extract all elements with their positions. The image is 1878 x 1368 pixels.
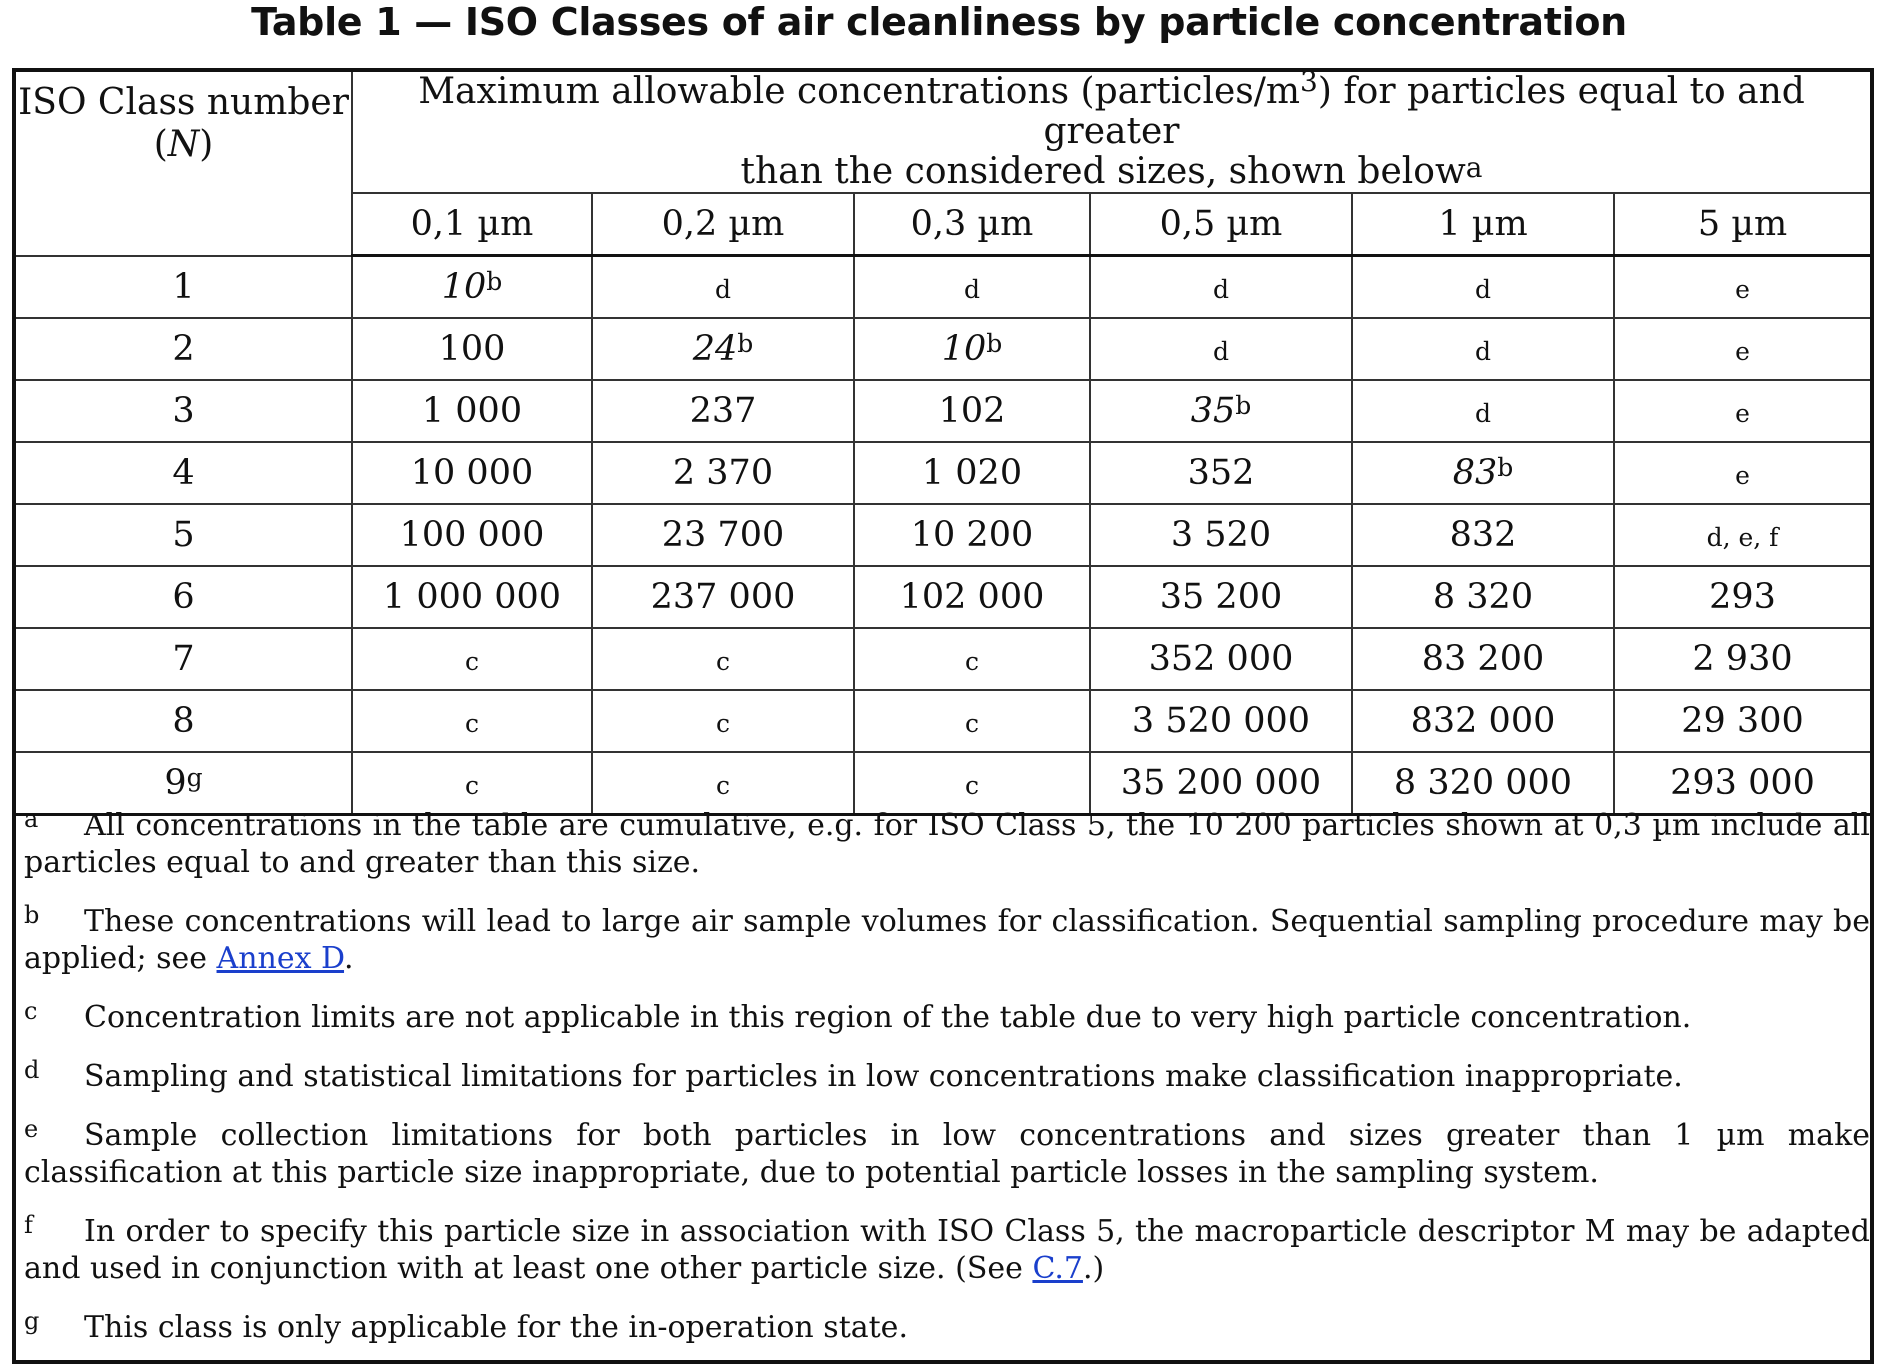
concentration-value: 83 200 — [1421, 639, 1545, 679]
concentration-cell — [854, 566, 1090, 628]
concentration-span-header — [352, 65, 1870, 193]
footnote-link[interactable]: Annex D — [216, 941, 345, 976]
concentration-cell — [1090, 628, 1352, 690]
class-number-cell — [16, 752, 352, 815]
concentration-value: c — [464, 647, 479, 676]
concentration-cell — [592, 628, 854, 690]
class-number-cell — [16, 504, 352, 566]
concentration-value: 10 200 — [910, 515, 1034, 555]
footnote-text: Sample collection limitations for both particles in low concentrations and sizes greater than 1 µm make classification at this particle size inappropriate, due to potential particle losses in the sampling system. — [24, 1118, 1870, 1190]
concentration-value: 24 — [692, 329, 738, 369]
concentration-value: c — [964, 647, 979, 676]
concentration-value: d — [963, 275, 980, 304]
concentration-value: d — [1474, 399, 1491, 428]
table-footnotes — [24, 807, 1870, 1368]
concentration-cell — [1614, 380, 1870, 442]
footnote-text-end: .) — [1082, 1251, 1105, 1286]
concentration-value: 102 000 — [899, 577, 1045, 617]
class-number: 5 — [172, 515, 195, 555]
footnote-f: f In order to specify this particle size in association with ISO Class 5, the macroparticle descriptor M may be adapted and used in conjunction with at least one other particle size. (See C.7.) — [24, 1211, 1870, 1286]
concentration-value: 35 — [1190, 391, 1236, 431]
table-row — [16, 752, 1870, 815]
concentration-cell — [1090, 566, 1352, 628]
iso-class-table — [16, 65, 1870, 816]
span-footnote-ref: a — [1465, 151, 1483, 184]
concentration-cell — [1090, 442, 1352, 504]
concentration-value: 3 520 — [1170, 515, 1272, 555]
concentration-value: d — [1212, 337, 1229, 366]
concentration-cell — [592, 752, 854, 815]
class-number: 4 — [172, 453, 195, 493]
concentration-cell — [1352, 752, 1614, 815]
concentration-value: 10 000 — [410, 453, 534, 493]
concentration-cell — [854, 380, 1090, 442]
class-number: 8 — [172, 701, 195, 741]
footnote-b: b These concentrations will lead to large air sample volumes for classification. Sequential sampling procedure may be applied; see Annex D. — [24, 901, 1870, 976]
table-frame — [12, 65, 1874, 1364]
concentration-cell — [1352, 380, 1614, 442]
concentration-cell — [1352, 566, 1614, 628]
concentration-cell — [1352, 504, 1614, 566]
concentration-value: d — [1212, 275, 1229, 304]
footnote-text: All concentrations in the table are cumulative, e.g. for ISO Class 5, the 10 200 particles shown at 0,3 µm include all particles equal to and greater than this size. — [24, 808, 1870, 880]
concentration-cell — [352, 380, 592, 442]
concentration-value: 100 000 — [399, 515, 545, 555]
table-row — [16, 690, 1870, 752]
concentration-cell — [1614, 566, 1870, 628]
concentration-cell — [1614, 256, 1870, 319]
concentration-cell — [1614, 318, 1870, 380]
concentration-cell — [592, 318, 854, 380]
concentration-cell — [854, 442, 1090, 504]
size-header-5: 5 µm — [1614, 193, 1870, 256]
concentration-value: d — [1474, 275, 1491, 304]
concentration-cell — [1352, 690, 1614, 752]
concentration-value: 29 300 — [1681, 701, 1804, 741]
concentration-value: 100 — [438, 329, 506, 369]
concentration-cell — [1614, 690, 1870, 752]
concentration-value: e — [1735, 337, 1750, 366]
concentration-cell — [1352, 256, 1614, 319]
class-number-cell — [16, 566, 352, 628]
concentration-cell — [1352, 318, 1614, 380]
concentration-value: 35 200 000 — [1120, 763, 1322, 803]
table-body — [16, 256, 1870, 815]
table-row — [16, 380, 1870, 442]
span-text-3: than the considered sizes, shown below — [740, 151, 1466, 192]
footnote-link[interactable]: C.7 — [1032, 1251, 1083, 1286]
concentration-cell — [592, 442, 854, 504]
concentration-value: 2 930 — [1692, 639, 1793, 679]
footnote-ref: b — [986, 329, 1003, 358]
concentration-cell — [1352, 442, 1614, 504]
concentration-value: c — [715, 709, 730, 738]
table-row — [16, 628, 1870, 690]
concentration-value: e — [1735, 275, 1750, 304]
footnote-text-end: . — [344, 941, 354, 976]
concentration-cell — [1614, 442, 1870, 504]
class-number-cell — [16, 628, 352, 690]
concentration-cell — [592, 566, 854, 628]
table-row — [16, 566, 1870, 628]
size-header-0: 0,1 µm — [352, 193, 592, 256]
concentration-value: d, e, f — [1706, 523, 1779, 552]
class-number-cell — [16, 380, 352, 442]
concentration-value: c — [715, 647, 730, 676]
concentration-value: 352 — [1187, 453, 1255, 493]
concentration-cell — [352, 504, 592, 566]
span-text-2: ) for particles equal to and greater — [1043, 71, 1805, 152]
concentration-value: 23 700 — [661, 515, 785, 555]
class-footnote-ref: g — [186, 763, 203, 792]
table-row — [16, 504, 1870, 566]
footnote-a: a All concentrations in the table are cumulative, e.g. for ISO Class 5, the 10 200 particles shown at 0,3 µm include all particles equal to and greater than this size. — [24, 805, 1870, 880]
class-number-cell — [16, 256, 352, 319]
concentration-value: 8 320 — [1432, 577, 1534, 617]
concentration-cell — [1090, 504, 1352, 566]
footnote-text: Sampling and statistical limitations for particles in low concentrations make classification inappropriate. — [84, 1059, 1683, 1094]
concentration-cell — [854, 690, 1090, 752]
size-header-1: 0,2 µm — [592, 193, 854, 256]
concentration-value: 1 000 000 — [382, 577, 562, 617]
concentration-value: d — [1474, 337, 1491, 366]
footnote-ref: b — [486, 267, 503, 296]
footnote-ref: b — [737, 329, 754, 358]
concentration-cell — [1614, 628, 1870, 690]
concentration-cell — [854, 256, 1090, 319]
concentration-value: c — [464, 771, 479, 800]
concentration-value: 10 — [941, 329, 987, 369]
concentration-value: e — [1735, 399, 1750, 428]
concentration-cell — [352, 566, 592, 628]
concentration-value: 35 200 — [1159, 577, 1283, 617]
concentration-value: 1 000 — [421, 391, 523, 431]
class-number: 1 — [172, 266, 195, 307]
concentration-value: 237 — [689, 391, 757, 431]
size-header-4: 1 µm — [1352, 193, 1614, 256]
concentration-cell — [352, 628, 592, 690]
table-row — [16, 256, 1870, 319]
footnote-c: c Concentration limits are not applicable in this region of the table due to very high particle concentration. — [24, 997, 1692, 1035]
concentration-cell — [352, 256, 592, 319]
concentration-cell — [1614, 752, 1870, 815]
size-header-3: 0,5 µm — [1090, 193, 1352, 256]
table-row — [16, 318, 1870, 380]
concentration-cell — [592, 380, 854, 442]
class-column-symbol: N — [167, 124, 200, 165]
concentration-cell — [592, 690, 854, 752]
class-number-cell — [16, 690, 352, 752]
span-superscript: 3 — [1300, 65, 1318, 98]
concentration-value: 102 — [938, 391, 1006, 431]
class-number: 2 — [172, 329, 195, 369]
class-number: 6 — [172, 577, 195, 617]
concentration-cell — [1090, 256, 1352, 319]
concentration-cell — [1090, 752, 1352, 815]
footnote-d: d Sampling and statistical limitations for particles in low concentrations make classification inappropriate. — [24, 1056, 1683, 1094]
concentration-value: e — [1735, 461, 1750, 490]
concentration-value: 1 020 — [921, 453, 1023, 493]
concentration-cell — [854, 318, 1090, 380]
concentration-value: 237 000 — [650, 577, 796, 617]
footnote-e: e Sample collection limitations for both particles in low concentrations and sizes greater than 1 µm make classification at this particle size inappropriate, due to potential particle losses in the sampling system. — [24, 1115, 1870, 1190]
footnote-ref: b — [1235, 391, 1252, 420]
concentration-cell — [854, 628, 1090, 690]
footnote-ref: b — [1497, 453, 1514, 482]
concentration-value: c — [715, 771, 730, 800]
concentration-cell — [854, 752, 1090, 815]
concentration-value: d — [714, 275, 731, 304]
concentration-cell — [352, 442, 592, 504]
class-number: 3 — [172, 391, 195, 431]
concentration-cell — [1352, 628, 1614, 690]
concentration-value: 832 — [1449, 515, 1517, 555]
class-column-label: ISO Class number — [18, 82, 349, 123]
concentration-value: 83 — [1452, 453, 1498, 493]
concentration-value: 10 — [441, 267, 487, 307]
concentration-value: 293 — [1709, 577, 1776, 617]
concentration-value: 293 000 — [1670, 763, 1815, 803]
footnote-text: Concentration limits are not applicable in this region of the table due to very high particle concentration. — [84, 1000, 1692, 1035]
table-row — [16, 442, 1870, 504]
footnote-text: In order to specify this particle size in association with ISO Class 5, the macroparticle descriptor M may be adapted and used in conjunction with at least one other particle size. (See — [24, 1214, 1870, 1286]
concentration-value: 2 370 — [672, 453, 774, 493]
footnote-text: This class is only applicable for the in-operation state. — [84, 1310, 908, 1345]
concentration-value: 8 320 000 — [1393, 763, 1573, 803]
concentration-cell — [1614, 504, 1870, 566]
concentration-value: 3 520 000 — [1131, 701, 1311, 741]
table-title: Table 1 — ISO Classes of air cleanliness by particle concentration — [251, 0, 1627, 44]
concentration-cell — [592, 504, 854, 566]
concentration-cell — [1090, 380, 1352, 442]
class-column-header: ISO Class number (N) — [16, 72, 352, 256]
concentration-value: 352 000 — [1148, 639, 1294, 679]
class-number-cell — [16, 318, 352, 380]
size-header-2: 0,3 µm — [854, 193, 1090, 256]
concentration-cell — [854, 504, 1090, 566]
concentration-cell — [352, 690, 592, 752]
concentration-cell — [352, 318, 592, 380]
concentration-cell — [1090, 690, 1352, 752]
concentration-value: c — [964, 709, 979, 738]
footnote-g: g This class is only applicable for the in-operation state. — [24, 1307, 908, 1345]
span-text: Maximum allowable concentrations (particles/m — [418, 71, 1301, 112]
class-number-cell — [16, 442, 352, 504]
class-number: 7 — [172, 639, 195, 679]
concentration-cell — [1090, 318, 1352, 380]
concentration-cell — [592, 256, 854, 319]
concentration-cell — [352, 752, 592, 815]
footnote-text: These concentrations will lead to large air sample volumes for classification. Sequential sampling procedure may be applied; see — [24, 904, 1870, 976]
class-number: 9 — [164, 763, 187, 803]
concentration-value: c — [464, 709, 479, 738]
concentration-value: c — [964, 771, 979, 800]
concentration-value: 832 000 — [1410, 701, 1556, 741]
